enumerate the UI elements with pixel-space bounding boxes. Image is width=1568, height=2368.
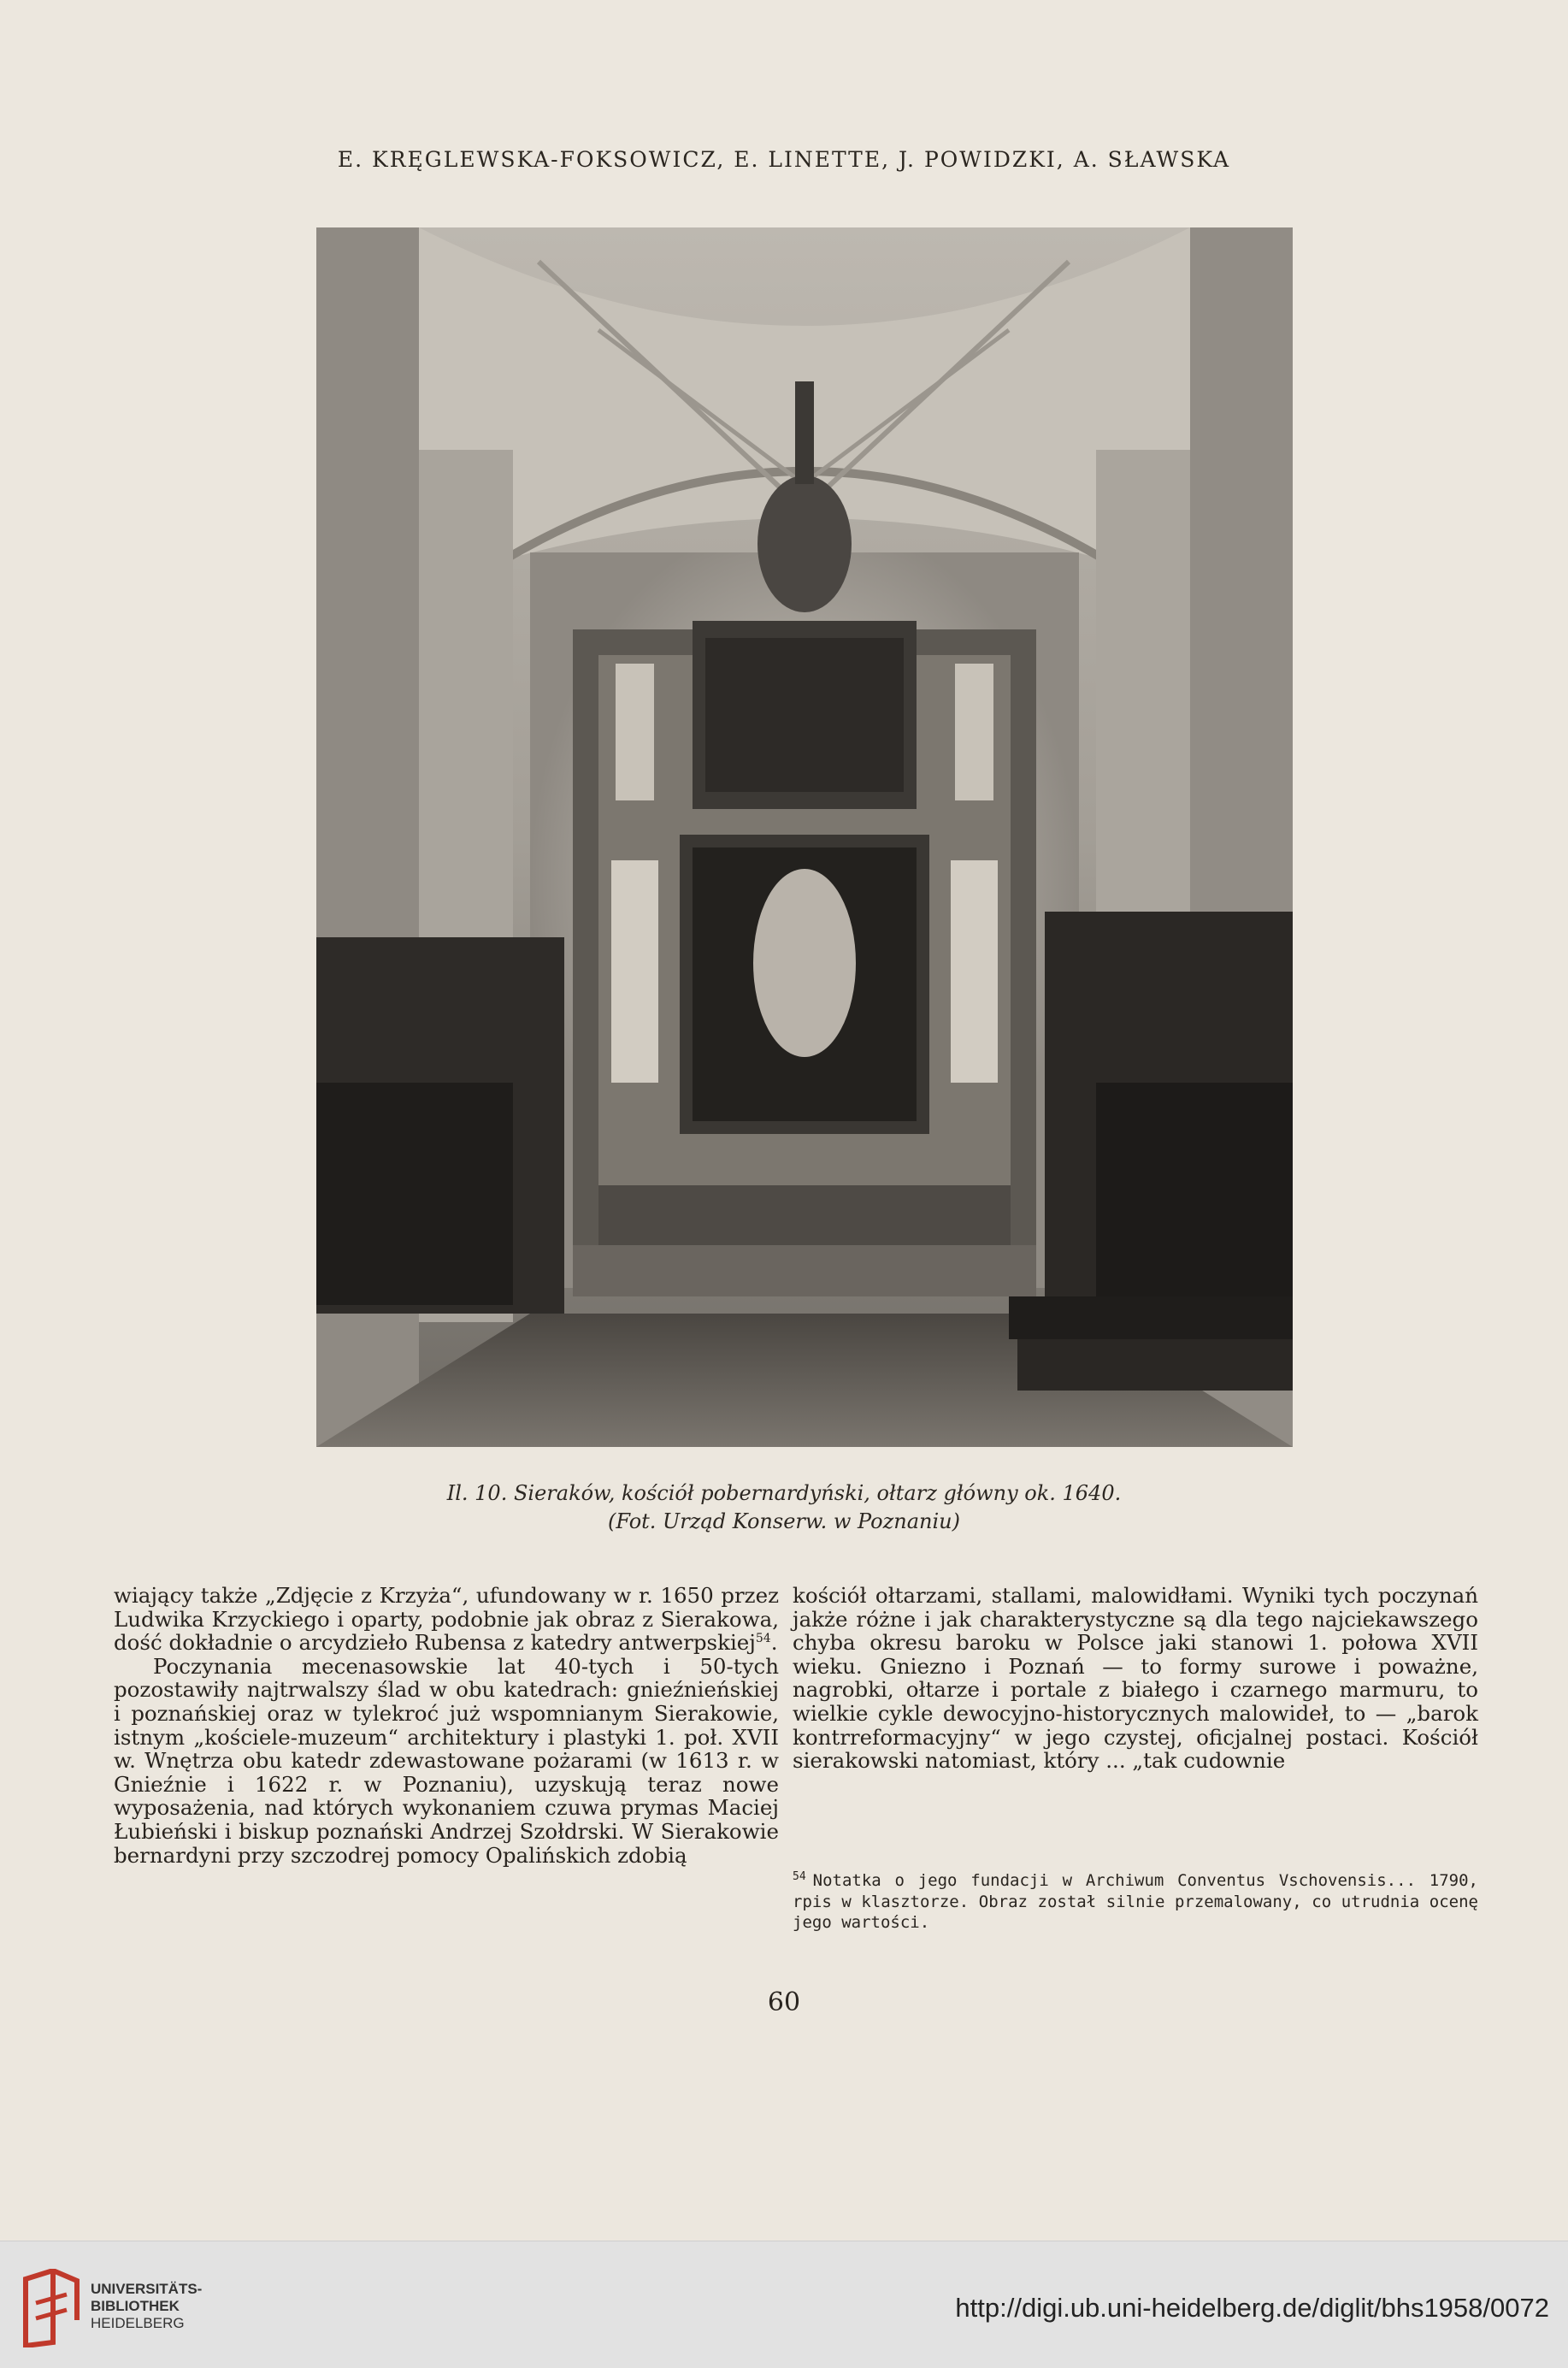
footnote-number: 54 bbox=[793, 1869, 806, 1883]
figure-credit: (Fot. Urząd Konserw. w Poznaniu) bbox=[608, 1509, 960, 1533]
footnote-reference: 54 bbox=[755, 1632, 771, 1646]
altar-photo-image bbox=[316, 227, 1293, 1447]
university-library-logo-icon bbox=[19, 2269, 84, 2347]
page-number: 60 bbox=[767, 1987, 801, 2017]
library-name-line: BIBLIOTHEK bbox=[91, 2298, 180, 2314]
library-name bbox=[91, 2281, 202, 2332]
library-name-line: HEIDELBERG bbox=[91, 2315, 185, 2331]
figure-caption: Il. 10. Sieraków, kościół pobernardyński, ołtarz główny ok. 1640. bbox=[446, 1481, 1122, 1505]
text-column-right bbox=[793, 1584, 1478, 1773]
text-column-left bbox=[114, 1584, 779, 1867]
altar-photograph bbox=[316, 227, 1293, 1447]
paragraph: Poczynania mecenasowskie lat 40-tych i 50-tych pozostawiły najtrwalszy ślad w obu katedrach: gnieźnieńskiej i poznańskiej oraz w tylekroć już wspomnianym Sierakowie, istnym „kościele-muzeum“ architektury i plastyki 1. poł. XVII w. Wnętrza obu katedr zdewastowane pożarami (w 1613 r. w Gnieźnie i 1622 r. w Poznaniu), uzyskują teraz nowe wyposażenia, nad których wykonaniem czuwa prymas Maciej Łubieński i biskup poznański Andrzej Szołdrski. W Sierakowie bernardyni przy szczodrej pomocy Opalińskich zdobią bbox=[114, 1653, 779, 1868]
paragraph bbox=[114, 1584, 779, 1655]
digitization-footer bbox=[0, 2241, 1568, 2368]
paragraph-end: . bbox=[770, 1630, 778, 1656]
running-header: E. KRĘGLEWSKA-FOKSOWICZ, E. LINETTE, J. POWIDZKI, A. SŁAWSKA bbox=[337, 147, 1231, 172]
library-name-line: UNIVERSITÄTS- bbox=[91, 2281, 203, 2297]
footnote bbox=[793, 1870, 1478, 1934]
paragraph-text: wiający także „Zdjęcie z Krzyża“, ufundowany w r. 1650 przez Ludwika Krzyckiego i oparty, podobnie jak obraz z Sierakowa, dość dokładnie o arcydzieło Rubensa z katedry antwerpskiej bbox=[114, 1583, 779, 1656]
paragraph: kościół ołtarzami, stallami, malowidłami. Wyniki tych poczynań jakże różne i jak charakterystyczne są dla tego najciekawszego chyba okresu baroku w Polsce jaki stanowi 1. połowa XVII wieku. Gniezno i Poznań — to formy surowe i poważne, nagrobki, ołtarze i portale z białego i czarnego marmuru, to wielkie cykle dewocyjno-historycznych malowideł, to — „barok kontrreformacyjny“ w jego czystej, oficjalnej postaci. Kościół sierakowski natomiast, który ... „tak cudownie bbox=[793, 1583, 1478, 1774]
footnote-text: Notatka o jego fundacji w Archiwum Conventus Vschovensis... 1790, rpis w klasztorze. Obraz został silnie przemalowany, co utrudnia ocenę jego wartości. bbox=[793, 1871, 1478, 1932]
source-url-link[interactable]: http://digi.ub.uni-heidelberg.de/diglit/bhs1958/0072 bbox=[955, 2293, 1549, 2323]
